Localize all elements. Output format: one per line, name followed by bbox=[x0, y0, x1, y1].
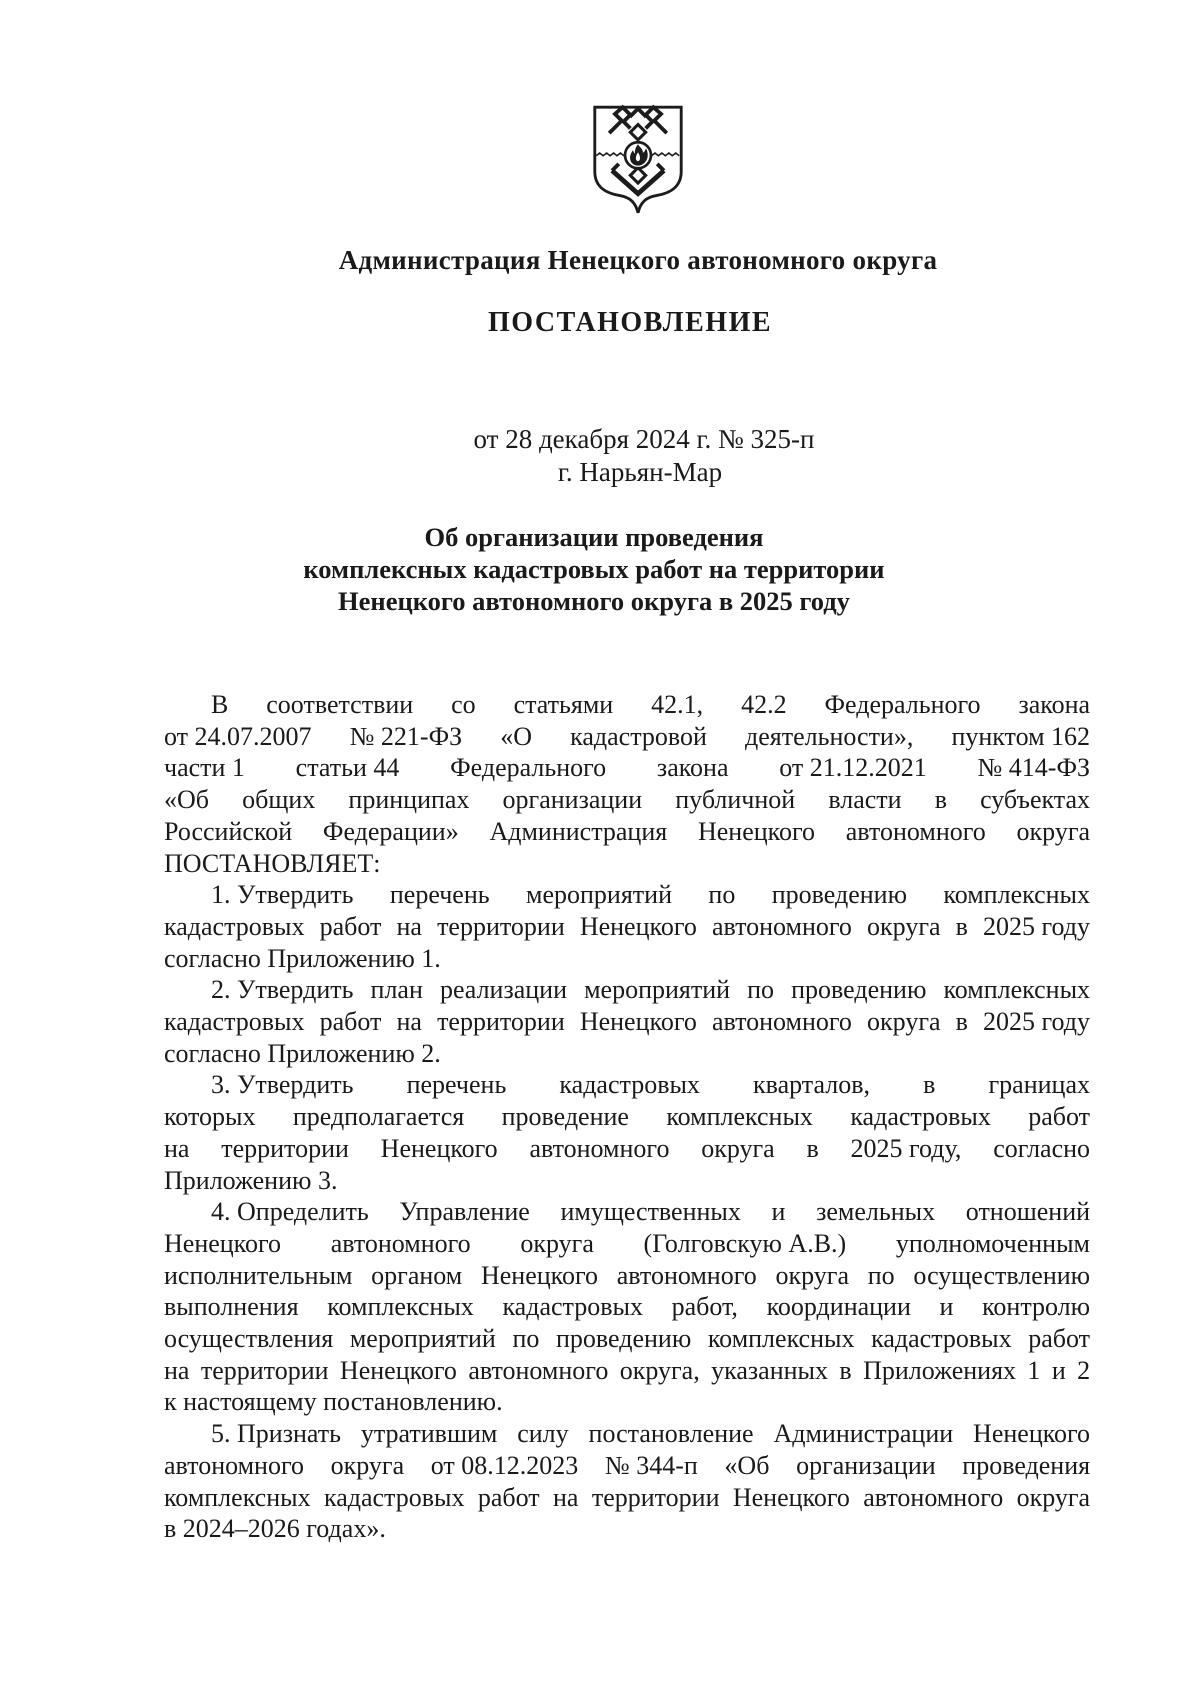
body-line: Российской Федерации» Администрация Ненецкого автономного округа bbox=[164, 816, 1091, 846]
body-line: Ненецкого автономного округа (Голговскую А.В.) уполномоченным bbox=[164, 1228, 1091, 1258]
body-line: кадастровых работ на территории Ненецкого автономного округа в 2025 году bbox=[164, 911, 1090, 941]
document-type-heading: ПОСТАНОВЛЕНИЕ bbox=[487, 307, 773, 338]
body-line: 5. Признать утратившим силу постановление Администрации Ненецкого bbox=[211, 1419, 1091, 1449]
body-line: от 24.07.2007 № 221-ФЗ «О кадастровой деятельности», пунктом 162 bbox=[164, 721, 1091, 751]
place-line: г. Нарьян-Мар bbox=[557, 457, 723, 487]
body-line: 1. Утвердить перечень мероприятий по проведению комплексных bbox=[211, 880, 1091, 910]
body-line: автономного округа от 08.12.2023 № 344-п «Об организации проведения bbox=[164, 1450, 1091, 1480]
document-title bbox=[0, 521, 1194, 617]
body-line: 4. Определить Управление имущественных и земельных отношений bbox=[211, 1197, 1091, 1227]
title-line: Об организации проведения bbox=[424, 522, 764, 552]
body-line: выполнения комплексных кадастровых работ, координации и контролю bbox=[164, 1292, 1091, 1322]
title-line: Ненецкого автономного округа в 2025 году bbox=[338, 586, 850, 616]
body-line: В соответствии со статьями 42.1, 42.2 Федерального закона bbox=[211, 690, 1091, 719]
body-line: на территории Ненецкого автономного округа в 2025 году, согласно bbox=[164, 1133, 1091, 1163]
body-line: кадастровых работ на территории Ненецкого автономного округа в 2025 году bbox=[164, 1007, 1090, 1037]
body-line: к настоящему постановлению. bbox=[164, 1387, 503, 1417]
body-line: на территории Ненецкого автономного округа, указанных в Приложениях 1 и 2 bbox=[164, 1355, 1091, 1385]
body-line: ПОСТАНОВЛЯЕТ: bbox=[164, 848, 381, 878]
body-line: исполнительным органом Ненецкого автономного округа по осуществлению bbox=[164, 1260, 1091, 1290]
body-line: согласно Приложению 2. bbox=[164, 1038, 441, 1068]
body-line: которых предполагается проведение комплексных кадастровых работ bbox=[164, 1102, 1090, 1132]
body-line: 3. Утвердить перечень кадастровых кварталов, в границах bbox=[211, 1070, 1091, 1100]
body-line: осуществления мероприятий по проведению комплексных кадастровых работ bbox=[164, 1324, 1091, 1354]
title-line: комплексных кадастровых работ на территории bbox=[303, 554, 885, 584]
body-line: Приложению 3. bbox=[164, 1165, 338, 1195]
date-and-number-line: от 28 декабря 2024 г. № 325-п bbox=[473, 424, 815, 454]
body-line: 2. Утвердить план реализации мероприятий по проведению комплексных bbox=[211, 975, 1091, 1005]
body-line: части 1 статьи 44 Федерального закона от 21.12.2021 № 414-ФЗ bbox=[164, 753, 1091, 783]
nenets-okrug-coat-of-arms-icon bbox=[590, 104, 686, 218]
document-body bbox=[164, 689, 1090, 1545]
organization-name: Администрация Ненецкого автономного округа bbox=[338, 245, 938, 275]
body-line: «Об общих принципах организации публичной власти в субъектах bbox=[164, 785, 1091, 815]
coat-of-arms bbox=[38, 104, 1200, 218]
body-line: в 2024–2026 годах». bbox=[164, 1514, 386, 1544]
body-line: комплексных кадастровых работ на территории Ненецкого автономного округа bbox=[164, 1482, 1091, 1512]
body-line: согласно Приложению 1. bbox=[164, 943, 441, 973]
